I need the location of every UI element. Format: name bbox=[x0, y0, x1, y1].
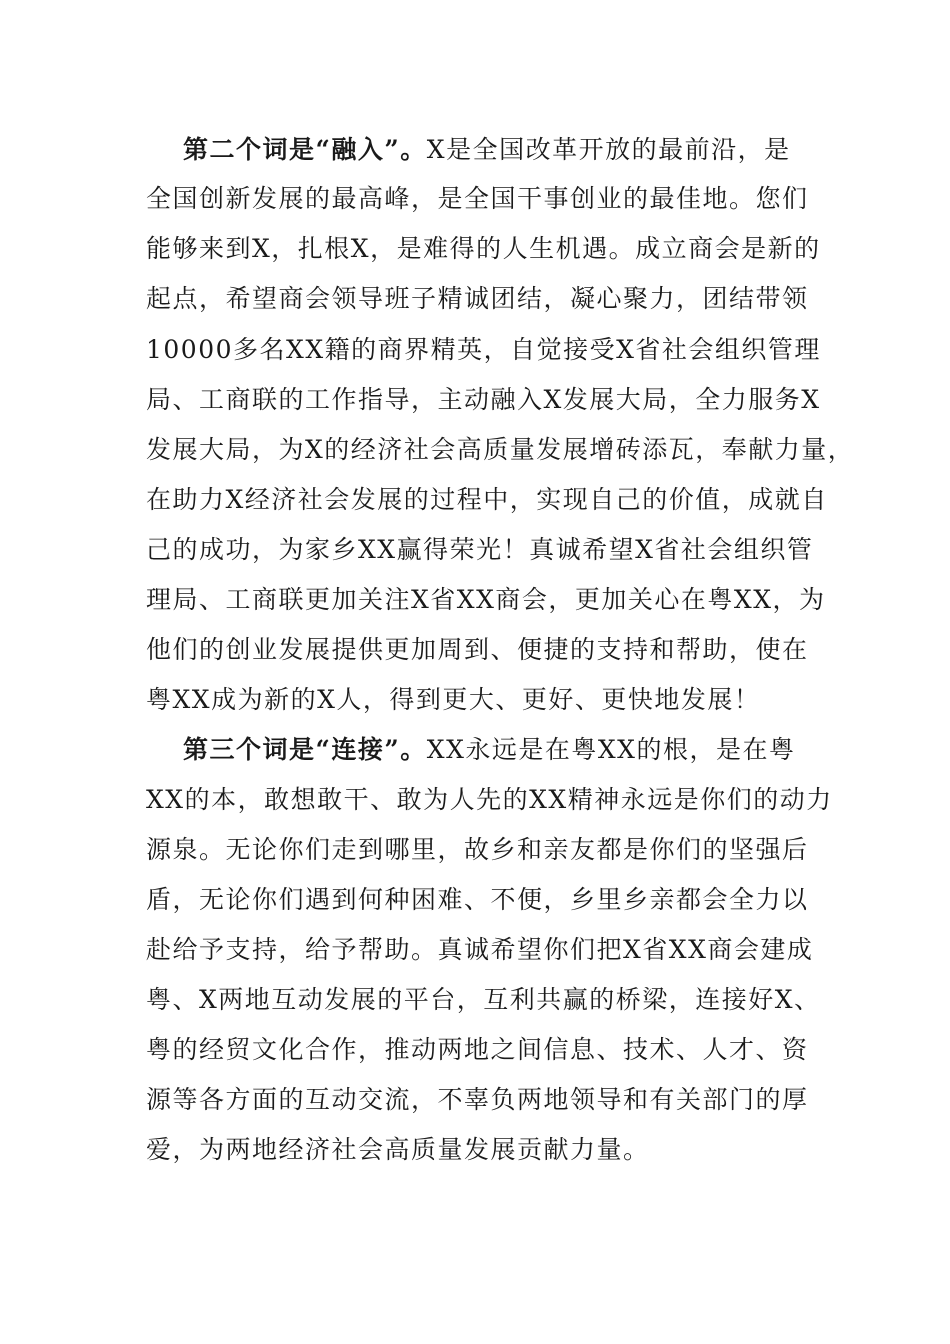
paragraph-1-line-10: 理局、工商联更加关注X省XX商会，更加关心在粤XX，为 bbox=[146, 585, 826, 614]
paragraph-2-heading: 第三个词是“连接”。 bbox=[183, 735, 427, 764]
paragraph-1-line-1 bbox=[183, 134, 791, 166]
paragraph-2-line-1 bbox=[183, 734, 795, 766]
paragraph-1-line-6: 局、工商联的工作指导，主动融入X发展大局，全力服务X bbox=[146, 385, 821, 414]
paragraph-2-line-5: 赴给予支持，给予帮助。真诚希望你们把X省XX商会建成 bbox=[146, 935, 814, 964]
paragraph-2-line-3: 源泉。无论你们走到哪里，故乡和亲友都是你们的坚强后 bbox=[146, 835, 809, 864]
paragraph-1-heading: 第二个词是“融入”。 bbox=[183, 135, 427, 164]
paragraph-2-line-4: 盾，无论你们遇到何种困难、不便，乡里乡亲都会全力以 bbox=[146, 885, 809, 914]
paragraph-2-line-2: XX的本，敢想敢干、敢为人先的XX精神永远是你们的动力 bbox=[146, 785, 833, 814]
paragraph-1-text: X是全国改革开放的最前沿，是 bbox=[426, 135, 791, 164]
paragraph-1-line-5: 10000多名XX籍的商界精英，自觉接受X省社会组织管理 bbox=[146, 335, 821, 364]
paragraph-2-text: XX永远是在粤XX的根，是在粤 bbox=[426, 735, 796, 764]
paragraph-1-line-4: 起点，希望商会领导班子精诚团结，凝心聚力，团结带领 bbox=[146, 284, 809, 313]
paragraph-2-line-9: 爱，为两地经济社会高质量发展贡献力量。 bbox=[146, 1135, 650, 1164]
paragraph-1-line-7: 发展大局，为X的经济社会高质量发展增砖添瓦，奉献力量， bbox=[146, 435, 855, 464]
paragraph-1-line-12: 粤XX成为新的X人，得到更大、更好、更快地发展！ bbox=[146, 685, 761, 714]
paragraph-2-line-6: 粤、X两地互动发展的平台，互利共赢的桥梁，连接好X、 bbox=[146, 985, 821, 1014]
paragraph-2-line-8: 源等各方面的互动交流，不辜负两地领导和有关部门的厚 bbox=[146, 1085, 809, 1114]
paragraph-1-line-3: 能够来到X，扎根X，是难得的人生机遇。成立商会是新的 bbox=[146, 234, 821, 263]
paragraph-1-line-8: 在助力X经济社会发展的过程中，实现自己的价值，成就自 bbox=[146, 485, 828, 514]
paragraph-1-line-2: 全国创新发展的最高峰，是全国干事创业的最佳地。您们 bbox=[146, 184, 809, 213]
paragraph-1-line-9: 己的成功，为家乡XX赢得荣光！真诚希望X省社会组织管 bbox=[146, 535, 814, 564]
paragraph-2-line-7: 粤的经贸文化合作，推动两地之间信息、技术、人才、资 bbox=[146, 1035, 809, 1064]
paragraph-1-line-11: 他们的创业发展提供更加周到、便捷的支持和帮助，使在 bbox=[146, 635, 809, 664]
